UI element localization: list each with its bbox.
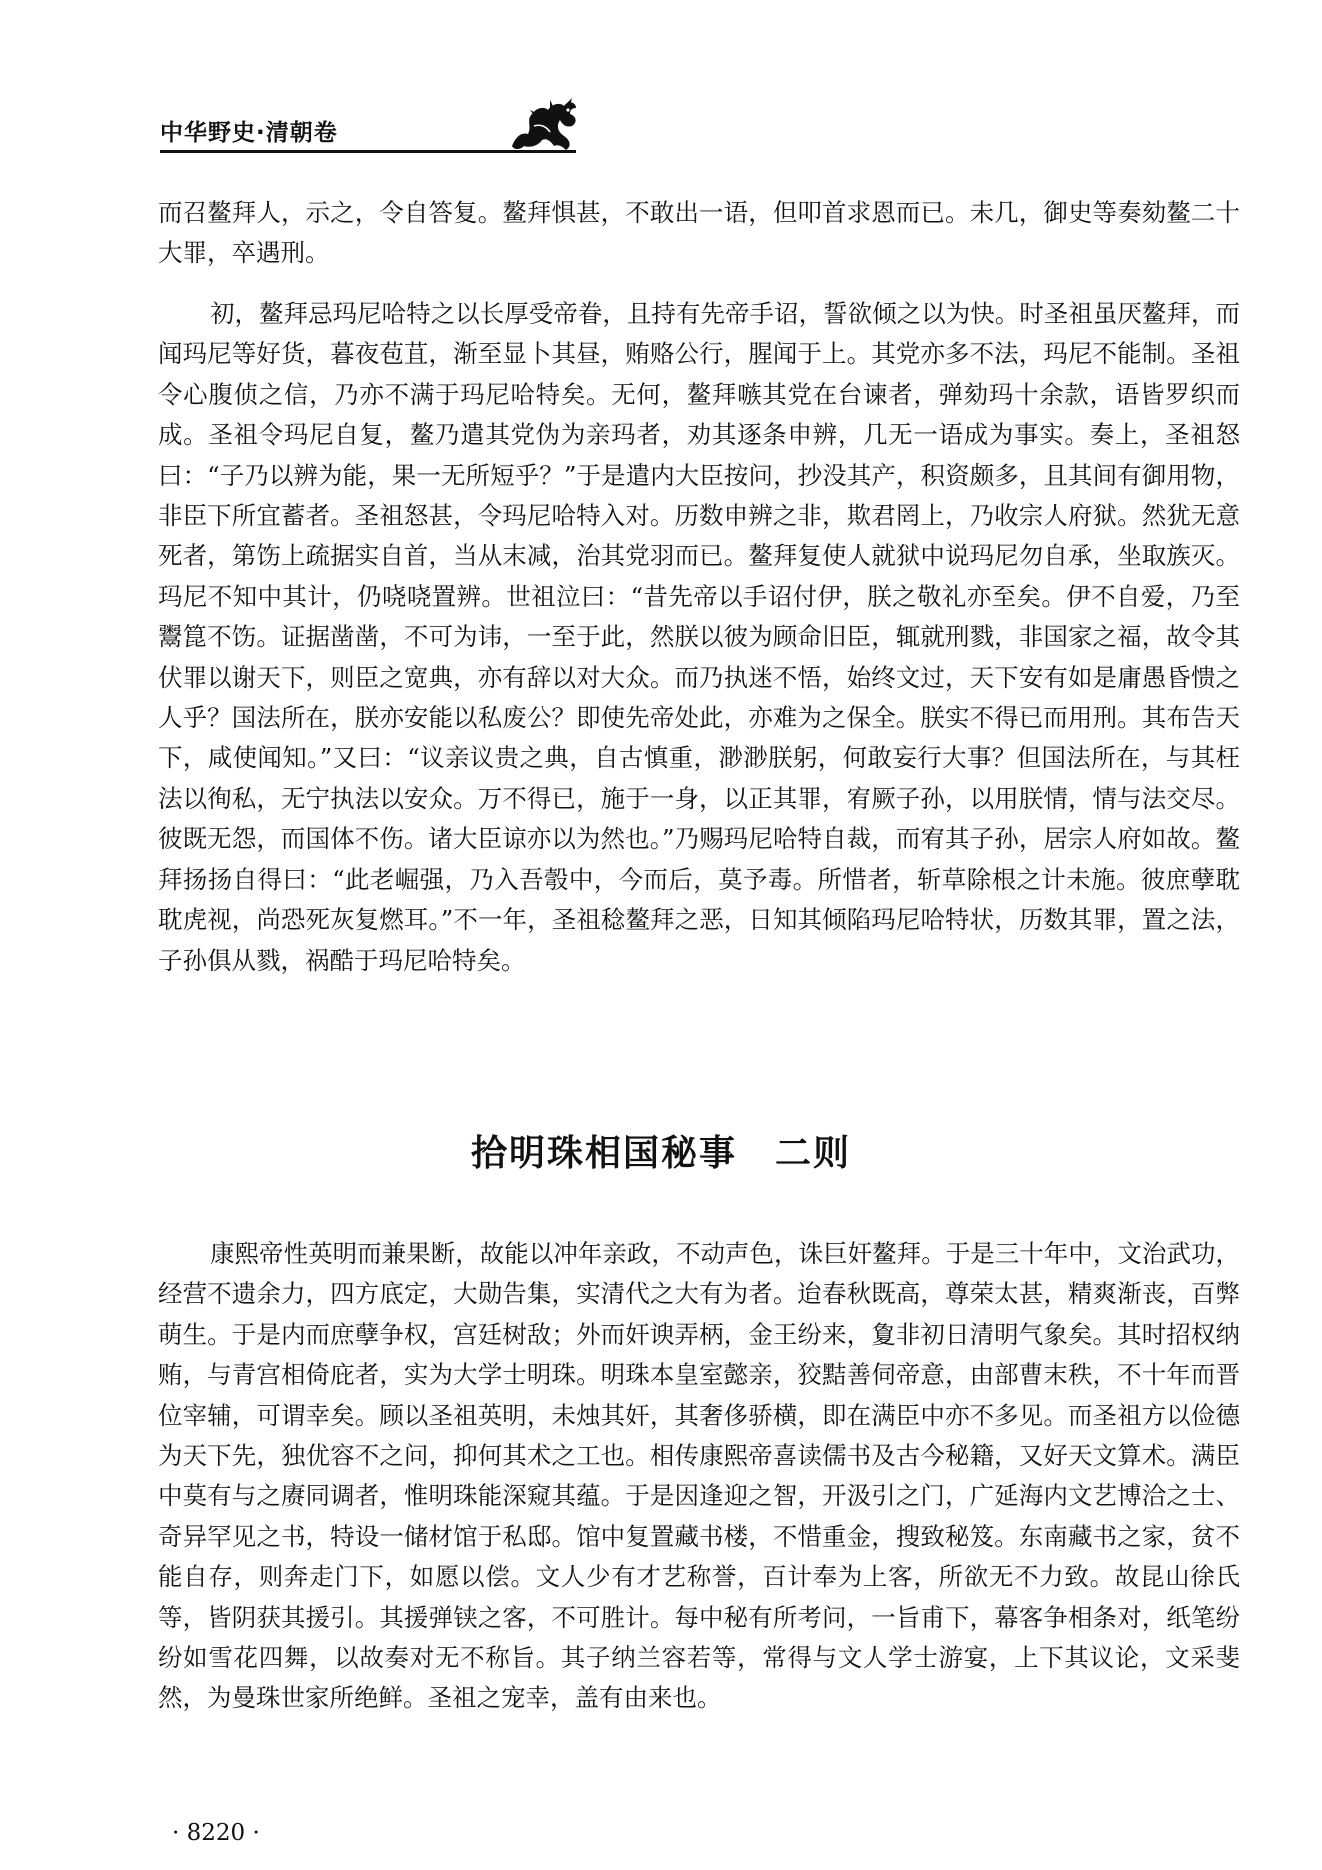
header-rule — [160, 150, 576, 153]
paragraph: 而召鳌拜人，示之，令自答复。鳌拜惧甚，不敢出一语，但叩首求恩而已。未几，御史等奏劾鳌二十大罪，卒遇刑。 — [158, 198, 1240, 268]
section-title: 拾明珠相国秘事 二则 — [470, 1133, 851, 1174]
page-number: · 8220 · — [172, 1820, 260, 1846]
section-text — [158, 1234, 1240, 1719]
paragraph: 初，鳌拜忌玛尼哈特之以长厚受帝眷，且持有先帝手诏，誓欲倾之以为快。时圣祖虽厌鳌拜，而闻玛尼等好货，暮夜苞苴，渐至显卜其昼，贿赂公行，腥闻于上。其党亦多不法，玛尼不能制。圣祖令心腹侦之信，乃亦不满于玛尼哈特矣。无何，鳌拜嗾其党在台谏者，弹劾玛十余款，语皆罗织而成。圣祖令玛尼自复，鳌乃遣其党伪为亲玛者，劝其逐条申辨，几无一语成为事实。奏上，圣祖怒曰：“子乃以辨为能，果一无所短乎？”于是遣内大臣按问，抄没其产，积资颇多，且其间有御用物，非臣下所宜蓄者。圣祖怒甚，令玛尼哈特入对。历数申辨之非，欺君罔上，乃收宗人府狱。然犹无意死者，第饬上疏据实自首，当从末减，治其党羽而已。鳌拜复使人就狱中说玛尼勿自承，坐取族灭。玛尼不知中其计，仍哓哓置辨。世祖泣曰：“昔先帝以手诏付伊，朕之敬礼亦至矣。伊不自爱，乃至鬻箟不饬。证据凿凿，不可为讳，一至于此，然朕以彼为顾命旧臣，辄就刑戮，非国家之福，故令其伏罪以谢天下，则臣之宽典，亦有辞以对大众。而乃执迷不悟，始终文过，天下安有如是庸愚昏愦之人乎？国法所在，朕亦安能以私废公？即使先帝处此，亦难为之保全。朕实不得已而用刑。其布告天下，咸使闻知。”又曰：“议亲议贵之典，自古慎重，渺渺朕躬，何敢妄行大事？但国法所在，与其枉法以徇私，无宁执法以安众。万不得已，施于一身，以正其罪，宥厥子孙，以用朕情，情与法交尽。彼既无怨，而国体不伤。诸大臣谅亦以为然也。”乃赐玛尼哈特自裁，而宥其子孙，居宗人府如故。鳌拜扬扬自得曰：“此老崛强，乃入吾彀中，今而后，莫予毒。所惜者，斩草除根之计未施。彼庶孽耽耽虎视，尚恐死灰复燃耳。”不一年，圣祖稔鳌拜之恶，日知其倾陷玛尼哈特状，历数其罪，置之法，子孙俱从戮，祸酷于玛尼哈特矣。 — [158, 299, 1240, 975]
book-title: 中华野史·清朝卷 — [160, 120, 338, 146]
chapter-text-continued — [158, 294, 1240, 981]
chapter-text — [158, 193, 1240, 274]
running-header — [160, 100, 580, 160]
paragraph: 康熙帝性英明而兼果断，故能以冲年亲政，不动声色，诛巨奸鳌拜。于是三十年中，文治武功，经营不遗余力，四方底定，大勋告集，实清代之大有为者。迨春秋既高，尊荣太甚，精爽渐丧，百弊萌生。于是内而庶孽争权，宫廷树敌；外而奸谀弄柄，金王纷来，夐非初日清明气象矣。其时招权纳贿，与青宫相倚庇者，实为大学士明珠。明珠本皇室懿亲，狡黠善伺帝意，由部曹末秩，不十年而晋位宰辅，可谓幸矣。顾以圣祖英明，未烛其奸，其奢侈骄横，即在满臣中亦不多见。而圣祖方以俭德为天下先，独优容不之问，抑何其术之工也。相传康熙帝喜读儒书及古今秘籍，又好天文算术。满臣中莫有与之赓同调者，惟明珠能深窥其蕴。于是因逢迎之智，开汲引之门，广延海内文艺博洽之士、奇异罕见之书，特设一储材馆于私邸。馆中复置藏书楼，不惜重金，搜致秘笈。东南藏书之家，贫不能自存，则奔走门下，如愿以偿。文人少有才艺称誉，百计奉为上客，所欲无不力致。故昆山徐氏等，皆阴获其援引。其援弹铗之客，不可胜计。每中秘有所考问，一旨甫下，幕客争相条对，纸笔纷纷如雪花四舞，以故奏对无不称旨。其子纳兰容若等，常得与文人学士游宴，上下其议论，文采斐然，为曼珠世家所绝鲜。圣祖之宠幸，盖有由来也。 — [158, 1239, 1240, 1713]
dragon-icon — [506, 96, 582, 152]
